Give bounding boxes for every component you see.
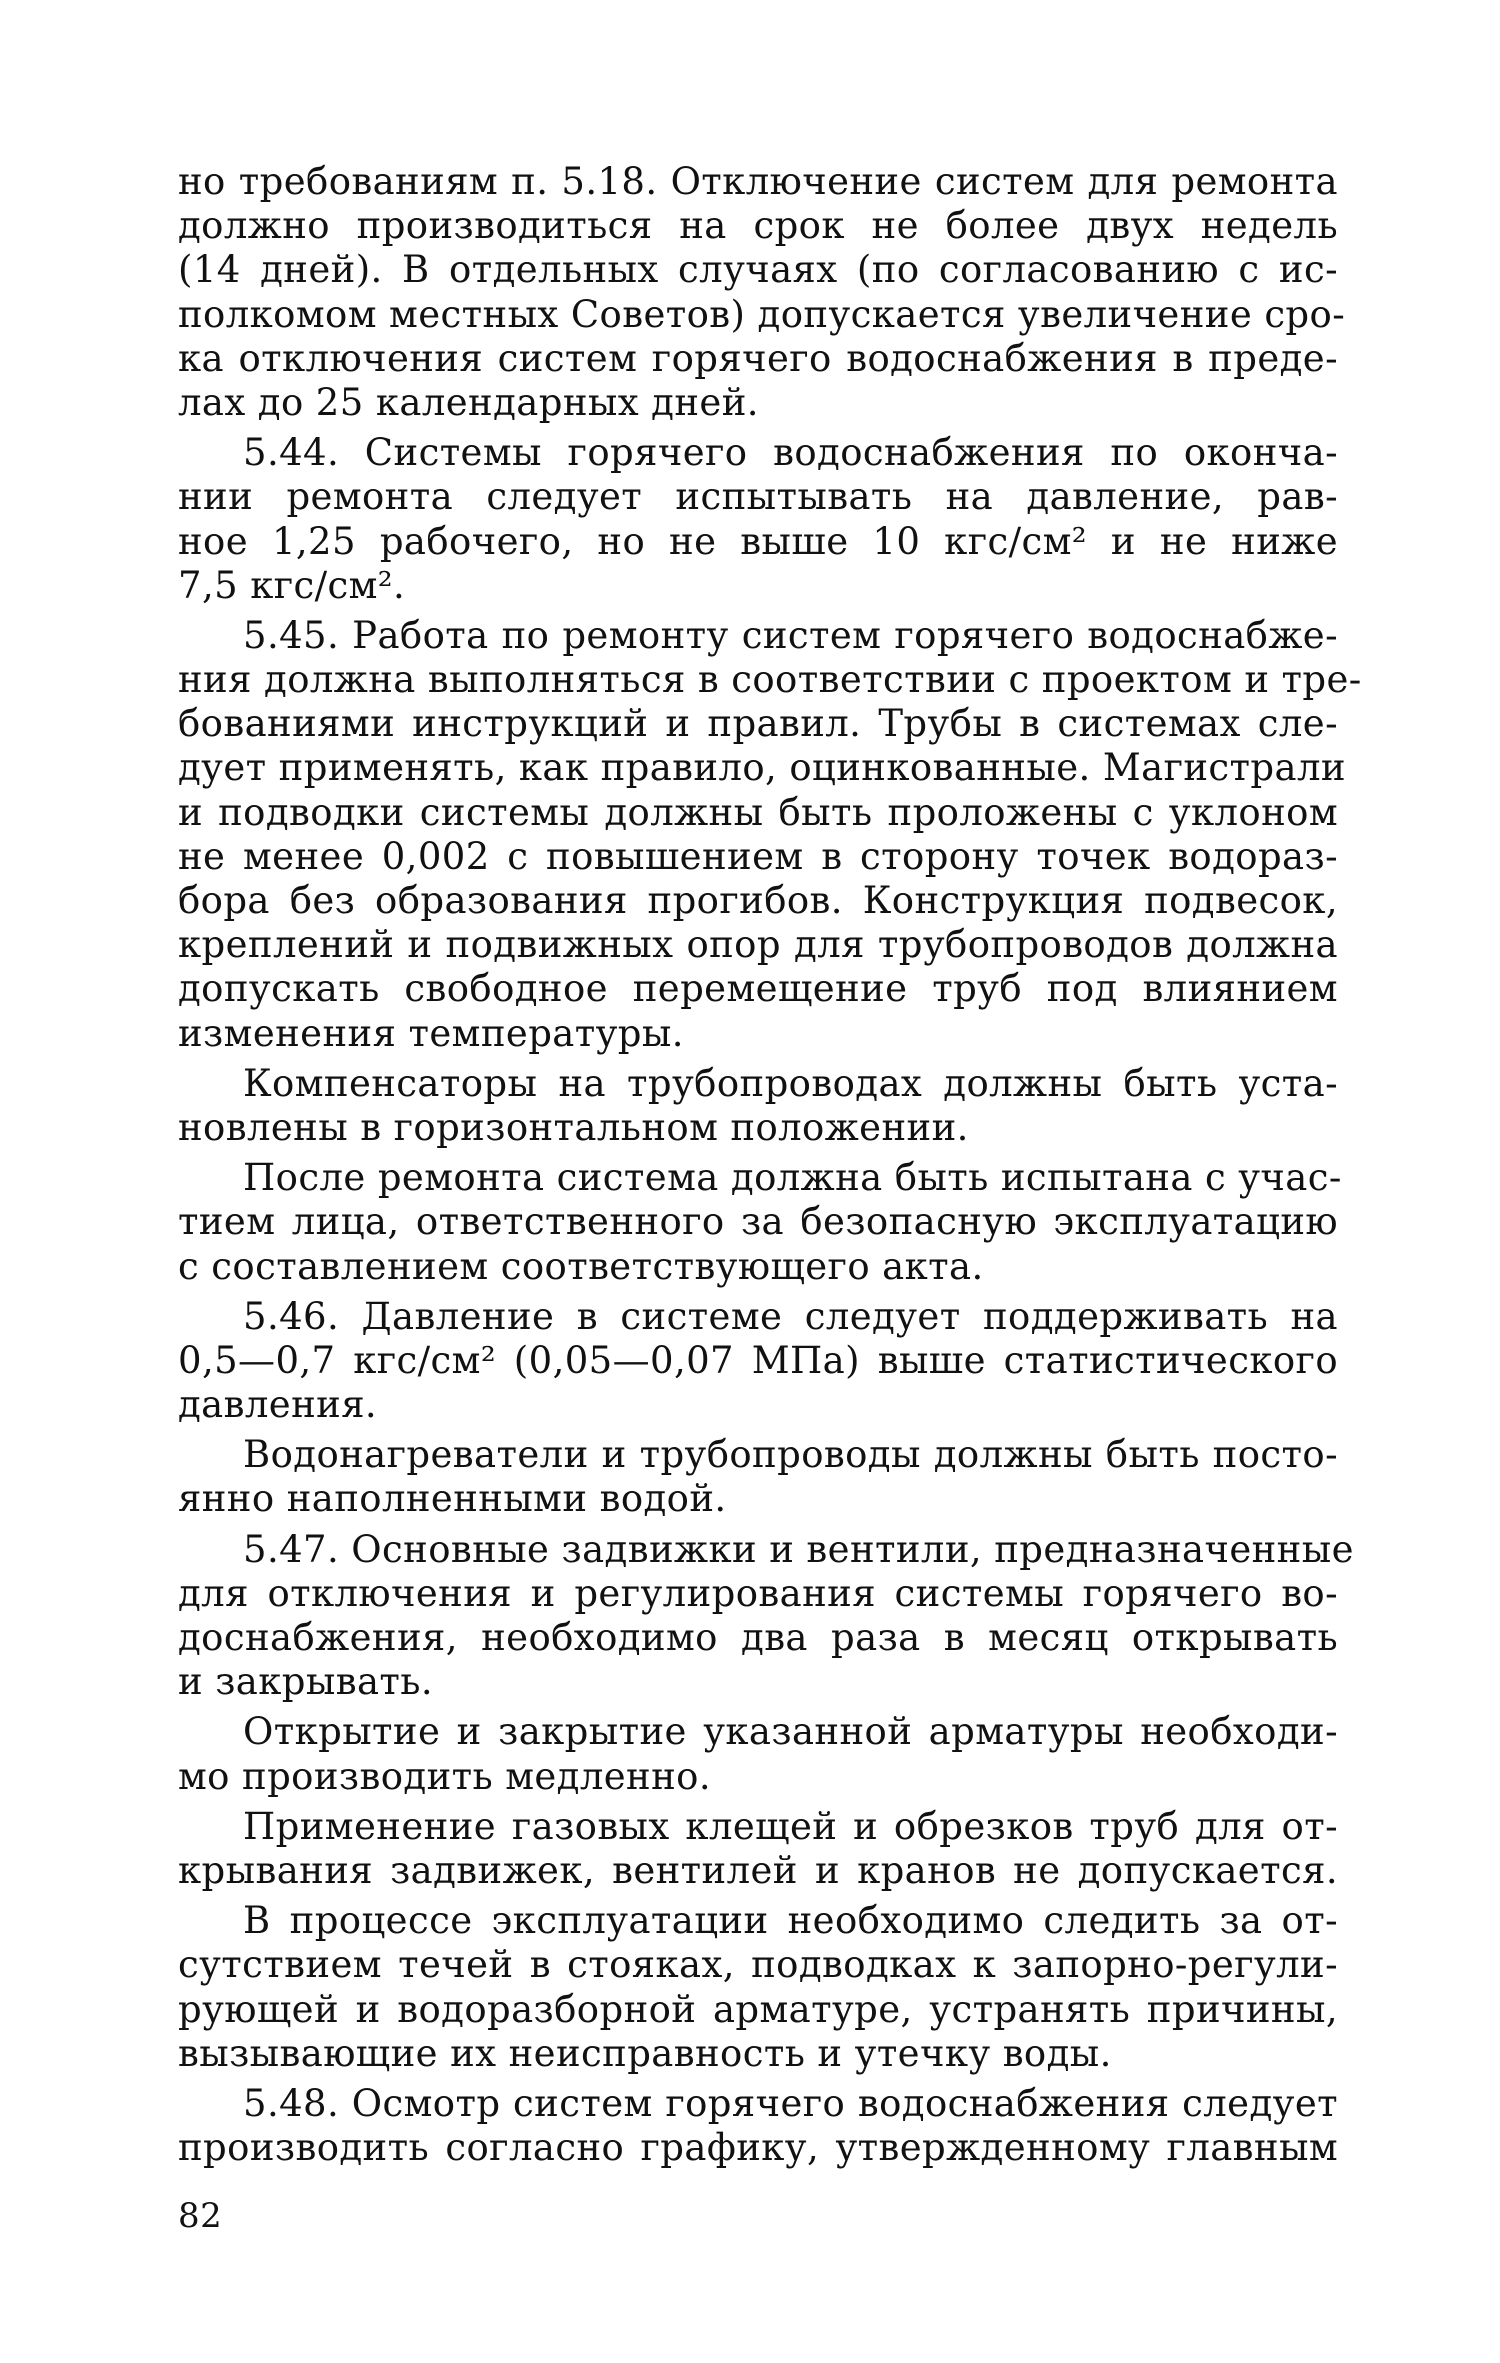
page-number: 82	[178, 2196, 223, 2236]
text-line: После ремонта система должна быть испытана с учас-	[243, 1156, 1342, 1200]
text-line: вызывающие их неисправность и утечку воды.	[178, 2031, 1112, 2075]
text-line: но требованиям п. 5.18. Отключение систем для ремонта	[178, 160, 1338, 203]
text-line: с составлением соответствующего акта.	[178, 1244, 984, 1288]
text-line: лах до 25 календарных дней.	[178, 380, 759, 424]
text-line: ное 1,25 рабочего, но не выше 10 кгс/см² и не ниже	[178, 519, 1338, 563]
text-line: должно производиться на срок не более двух недель	[178, 204, 1338, 248]
text-line: 7,5 кгс/см².	[178, 563, 406, 607]
text-line: 5.44. Системы горячего водоснабжения по оконча-	[243, 431, 1338, 475]
text-line: 5.46. Давление в системе следует поддерживать на	[243, 1294, 1338, 1338]
text-line: давления.	[178, 1383, 378, 1427]
text-line: дует применять, как правило, оцинкованные. Магистрали	[178, 746, 1346, 790]
text-line: производить согласно графику, утвержденному главным	[178, 2126, 1338, 2170]
body-text	[178, 160, 1362, 2170]
text-line: Применение газовых клещей и обрезков труб для от-	[243, 1804, 1338, 1848]
text-line: для отключения и регулирования системы горячего во-	[178, 1571, 1338, 1615]
text-line: 5.48. Осмотр систем горячего водоснабжения следует	[243, 2081, 1338, 2125]
text-line: и закрывать.	[178, 1660, 433, 1704]
text-line: креплений и подвижных опор для трубопроводов должна	[178, 923, 1338, 967]
text-line: янно наполненными водой.	[178, 1477, 727, 1521]
text-line: 5.45. Работа по ремонту систем горячего водоснабже-	[243, 613, 1338, 657]
text-line: Водонагреватели и трубопроводы должны быть посто-	[243, 1433, 1338, 1477]
text-line: допускать свободное перемещение труб под влиянием	[178, 967, 1338, 1011]
text-line: не менее 0,002 с повышением в сторону точек водораз-	[178, 834, 1338, 878]
text-line: бованиями инструкций и правил. Трубы в системах сле-	[178, 702, 1338, 746]
text-line: Компенсаторы на трубопроводах должны быть уста-	[243, 1061, 1338, 1105]
text-line: В процессе эксплуатации необходимо следить за от-	[243, 1899, 1338, 1943]
text-line: изменения температуры.	[178, 1011, 684, 1055]
text-line: и подводки системы должны быть проложены с уклоном	[178, 790, 1338, 834]
text-line: тием лица, ответственного за безопасную эксплуатацию	[178, 1200, 1338, 1244]
text-line: новлены в горизонтальном положении.	[178, 1105, 969, 1149]
text-line: 5.47. Основные задвижки и вентили, предназначенные	[243, 1527, 1354, 1571]
text-line: ния должна выполняться в соответствии с проектом и тре-	[178, 658, 1362, 702]
text-line: Открытие и закрытие указанной арматуры необходи-	[243, 1710, 1338, 1754]
text-line: ка отключения систем горячего водоснабжения в преде-	[178, 336, 1338, 380]
text-line: мо производить медленно.	[178, 1754, 712, 1798]
text-line: сутствием течей в стояках, подводках к запорно-регули-	[178, 1943, 1338, 1987]
text-line: полкомом местных Советов) допускается увеличение сро-	[178, 292, 1346, 336]
text-line: рующей и водоразборной арматуре, устранять причины,	[178, 1987, 1338, 2031]
text-line: бора без образования прогибов. Конструкция подвесок,	[178, 879, 1338, 922]
text-line: доснабжения, необходимо два раза в месяц открывать	[178, 1616, 1338, 1659]
text-line: (14 дней). В отдельных случаях (по согласованию с ис-	[178, 248, 1338, 292]
text-line: крывания задвижек, вентилей и кранов не допускается.	[178, 1848, 1338, 1892]
text-line: нии ремонта следует испытывать на давление, рав-	[178, 475, 1338, 519]
text-line: 0,5—0,7 кгс/см² (0,05—0,07 МПа) выше статистического	[178, 1338, 1338, 1382]
